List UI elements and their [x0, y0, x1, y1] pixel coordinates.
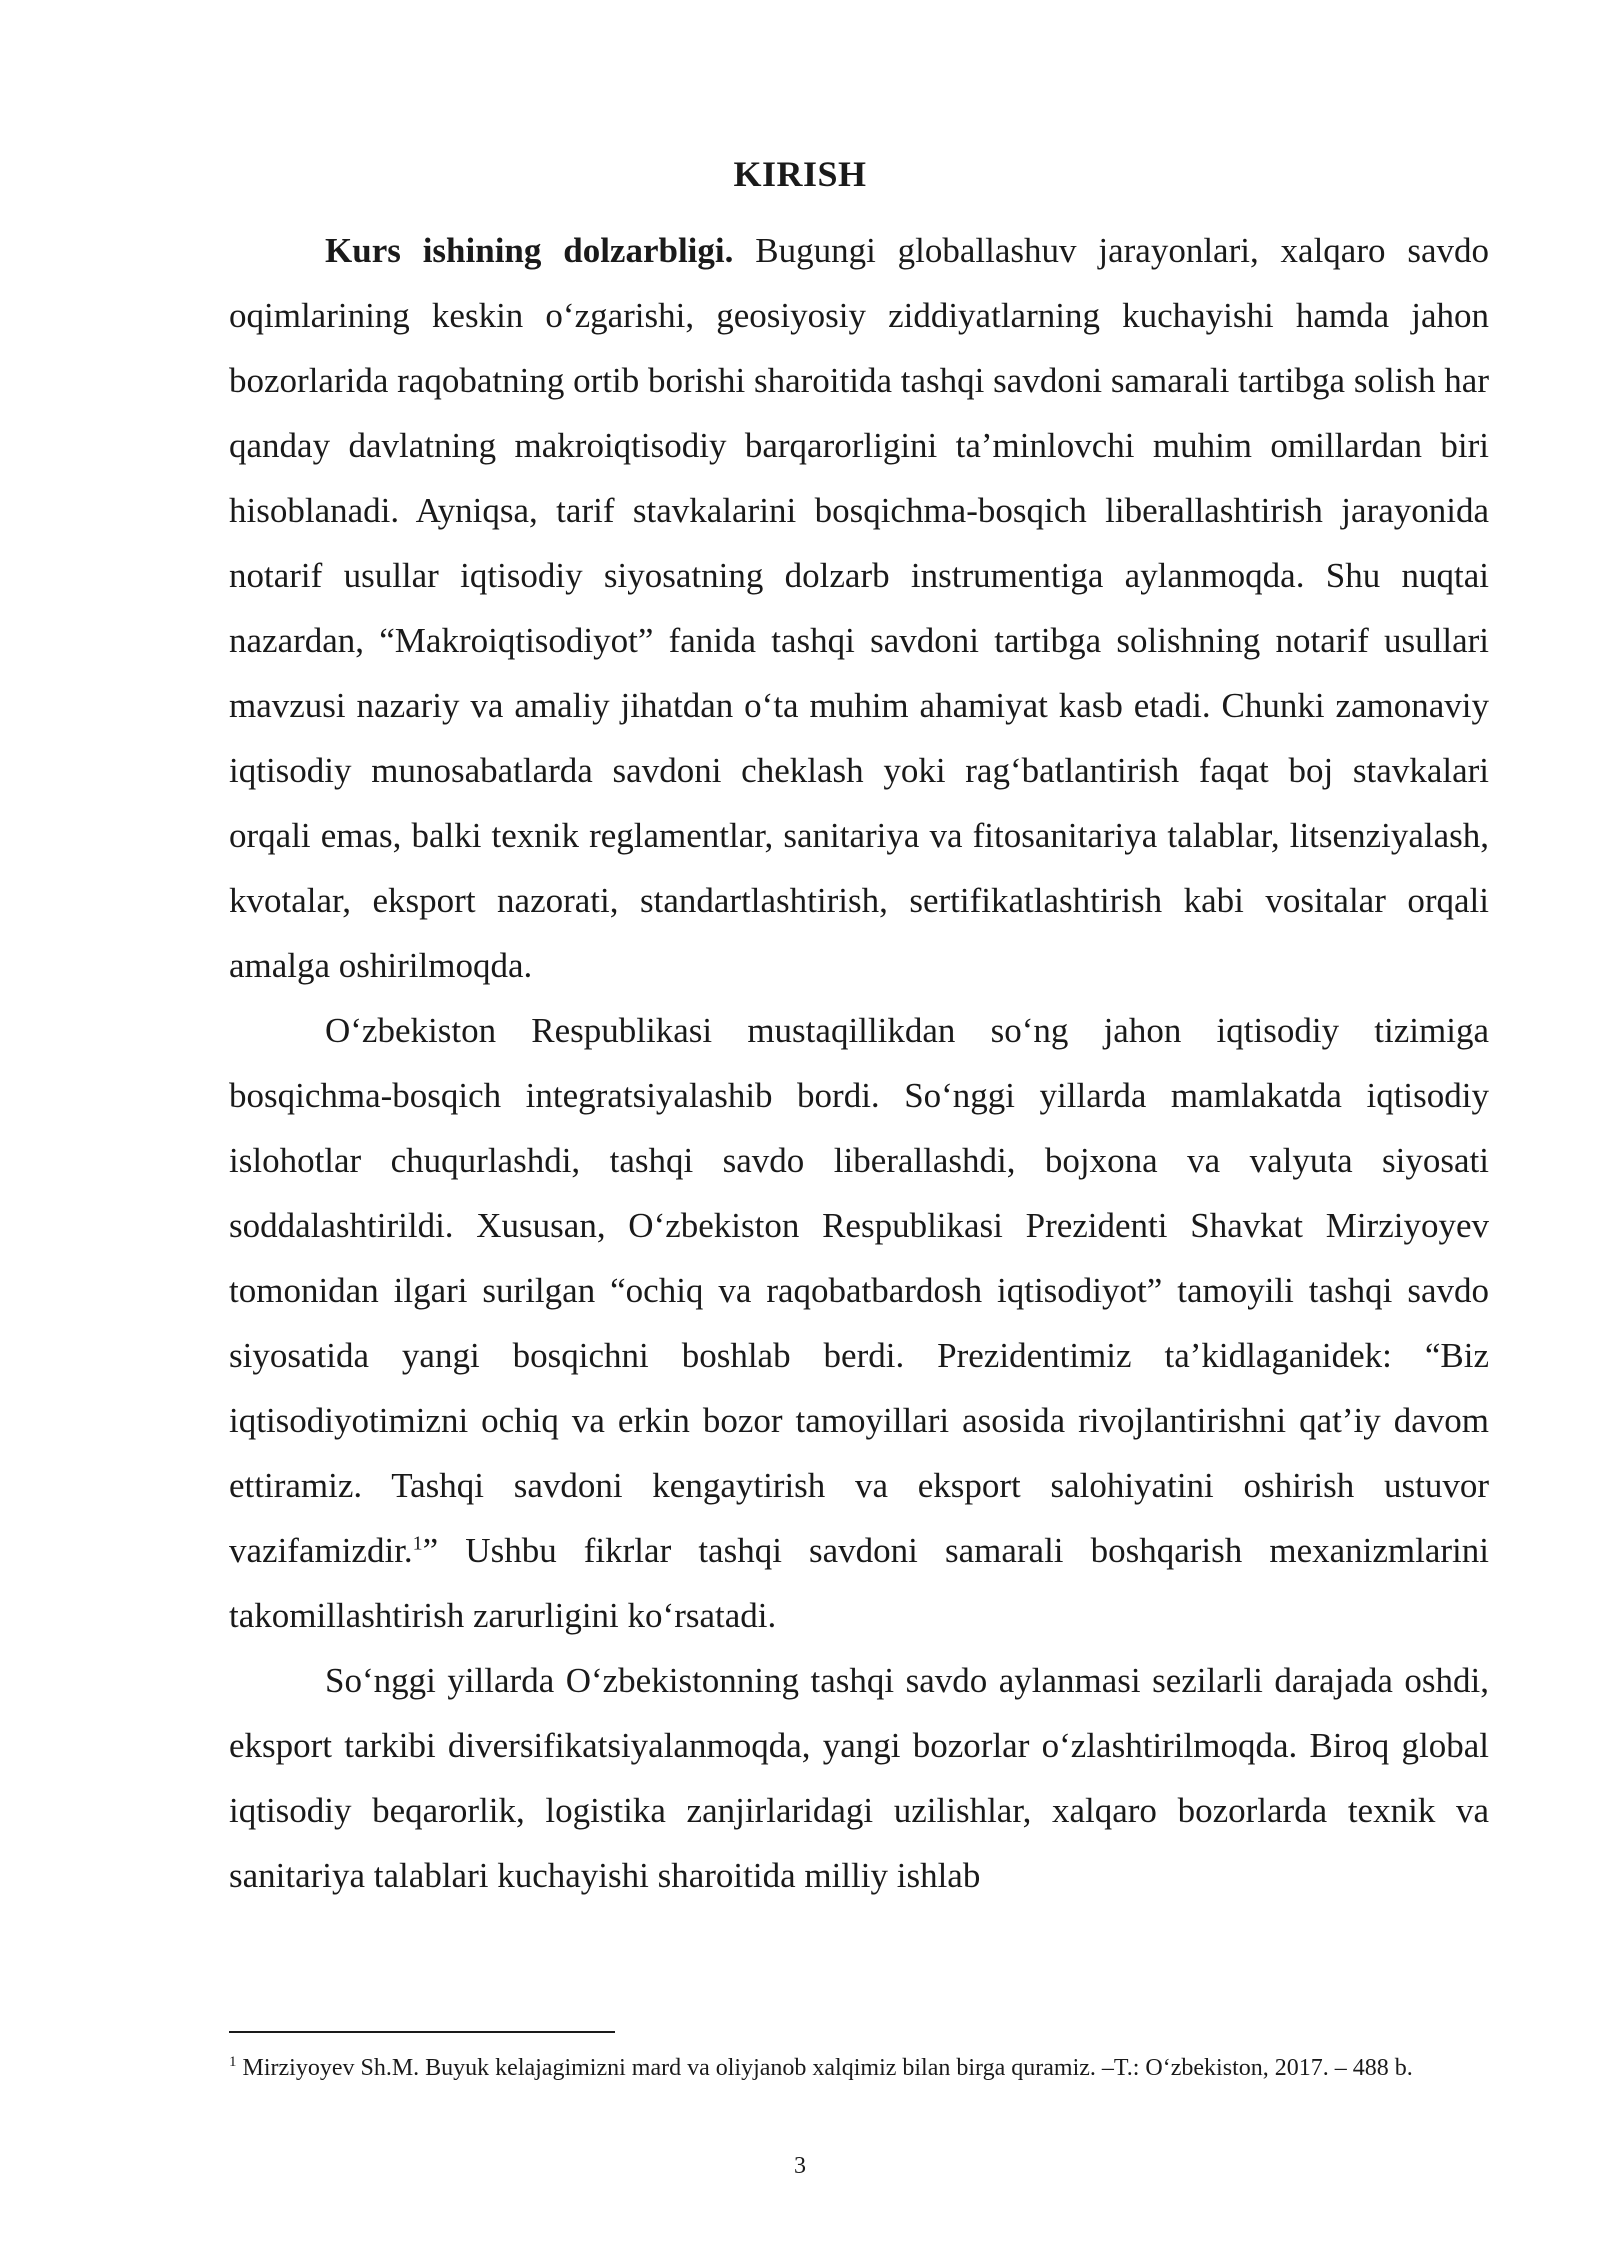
paragraph-text: O‘zbekiston Respublikasi mustaqillikdan so‘ng jahon iqtisodiy tizimiga bosqichma-bosqich integratsiyalashib bordi. So‘nggi yillarda mamlakatda iqtisodiy islohotlar chuqurlashdi, tashqi savdo liberallashdi, bojxona va valyuta siyosati soddalashtirildi. Xususan, O‘zbekiston Respublikasi Prezidenti Shavkat Mirziyoyev tomonidan ilgari surilgan “ochiq va raqobatbardosh iqtisodiyot” tamoyili tashqi savdo siyosatida yangi bosqichni boshlab berdi. Prezidentimiz ta’kidlaganidek: “Biz iqtisodiyotimizni ochiq va erkin bozor tamoyillari asosida rivojlantirishni qat’iy davom ettiramiz. Tashqi savdoni kengaytirish va eksport salohiyatini oshirish ustuvor vazifamizdir.	[229, 1011, 1489, 1570]
paragraph-relevance	[229, 218, 1489, 998]
paragraph-text: So‘nggi yillarda O‘zbekistonning tashqi savdo aylanmasi sezilarli darajada oshdi, eksport tarkibi diversifikatsiyalanmoqda, yangi bozorlar o‘zlashtirilmoqda. Biroq global iqtisodiy beqarorlik, logistika zanjirlaridagi uzilishlar, xalqaro bozorlarda texnik va sanitariya talablari kuchayishi sharoitida milliy ishlab	[229, 1661, 1489, 1895]
footnote-reference[interactable]: 1	[412, 1532, 423, 1555]
footnote-text: Mirziyoyev Sh.M. Buyuk kelajagimizni mard va oliyjanob xalqimiz bilan birga quramiz. –T.: O‘zbekiston, 2017. – 488 b.	[236, 2055, 1413, 2081]
page-number: 3	[794, 2153, 806, 2179]
paragraph-text: ” Ushbu fikrlar tashqi savdoni samarali boshqarish mexanizmlarini takomillashtirish zarurligini ko‘rsatadi.	[229, 1531, 1489, 1635]
footnote-marker: 1	[229, 2054, 237, 2070]
paragraph-uzbekistan-integration	[229, 998, 1489, 1648]
paragraph-text: Bugungi globallashuv jarayonlari, xalqaro savdo oqimlarining keskin o‘zgarishi, geosiyosiy ziddiyatlarning kuchayishi hamda jahon bozorlarida raqobatning ortib borishi sharoitida tashqi savdoni samarali tartibga solish har qanday davlatning makroiqtisodiy barqarorligini ta’minlovchi muhim omillardan biri hisoblanadi. Ayniqsa, tarif stavkalarini bosqichma-bosqich liberallashtirish jarayonida notarif usullar iqtisodiy siyosatning dolzarb instrumentiga aylanmoqda. Shu nuqtai nazardan, “Makroiqtisodiyot” fanida tashqi savdoni tartibga solishning notarif usullari mavzusi nazariy va amaliy jihatdan o‘ta muhim ahamiyat kasb etadi. Chunki zamonaviy iqtisodiy munosabatlarda savdoni cheklash yoki rag‘batlantirish faqat boj stavkalari orqali emas, balki texnik reglamentlar, sanitariya va fitosanitariya talablar, litsenziyalash, kvotalar, eksport nazorati, standartlashtirish, sertifikatlashtirish kabi vositalar orqali amalga oshirilmoqda.	[229, 231, 1490, 985]
footnote-separator	[229, 2031, 615, 2033]
section-heading: KIRISH	[733, 154, 867, 194]
paragraph-trade-turnover	[229, 1648, 1489, 1908]
body-text	[229, 218, 1489, 1908]
footnote	[229, 2053, 1489, 2083]
paragraph-lead: Kurs ishining dolzarbligi.	[325, 231, 734, 270]
